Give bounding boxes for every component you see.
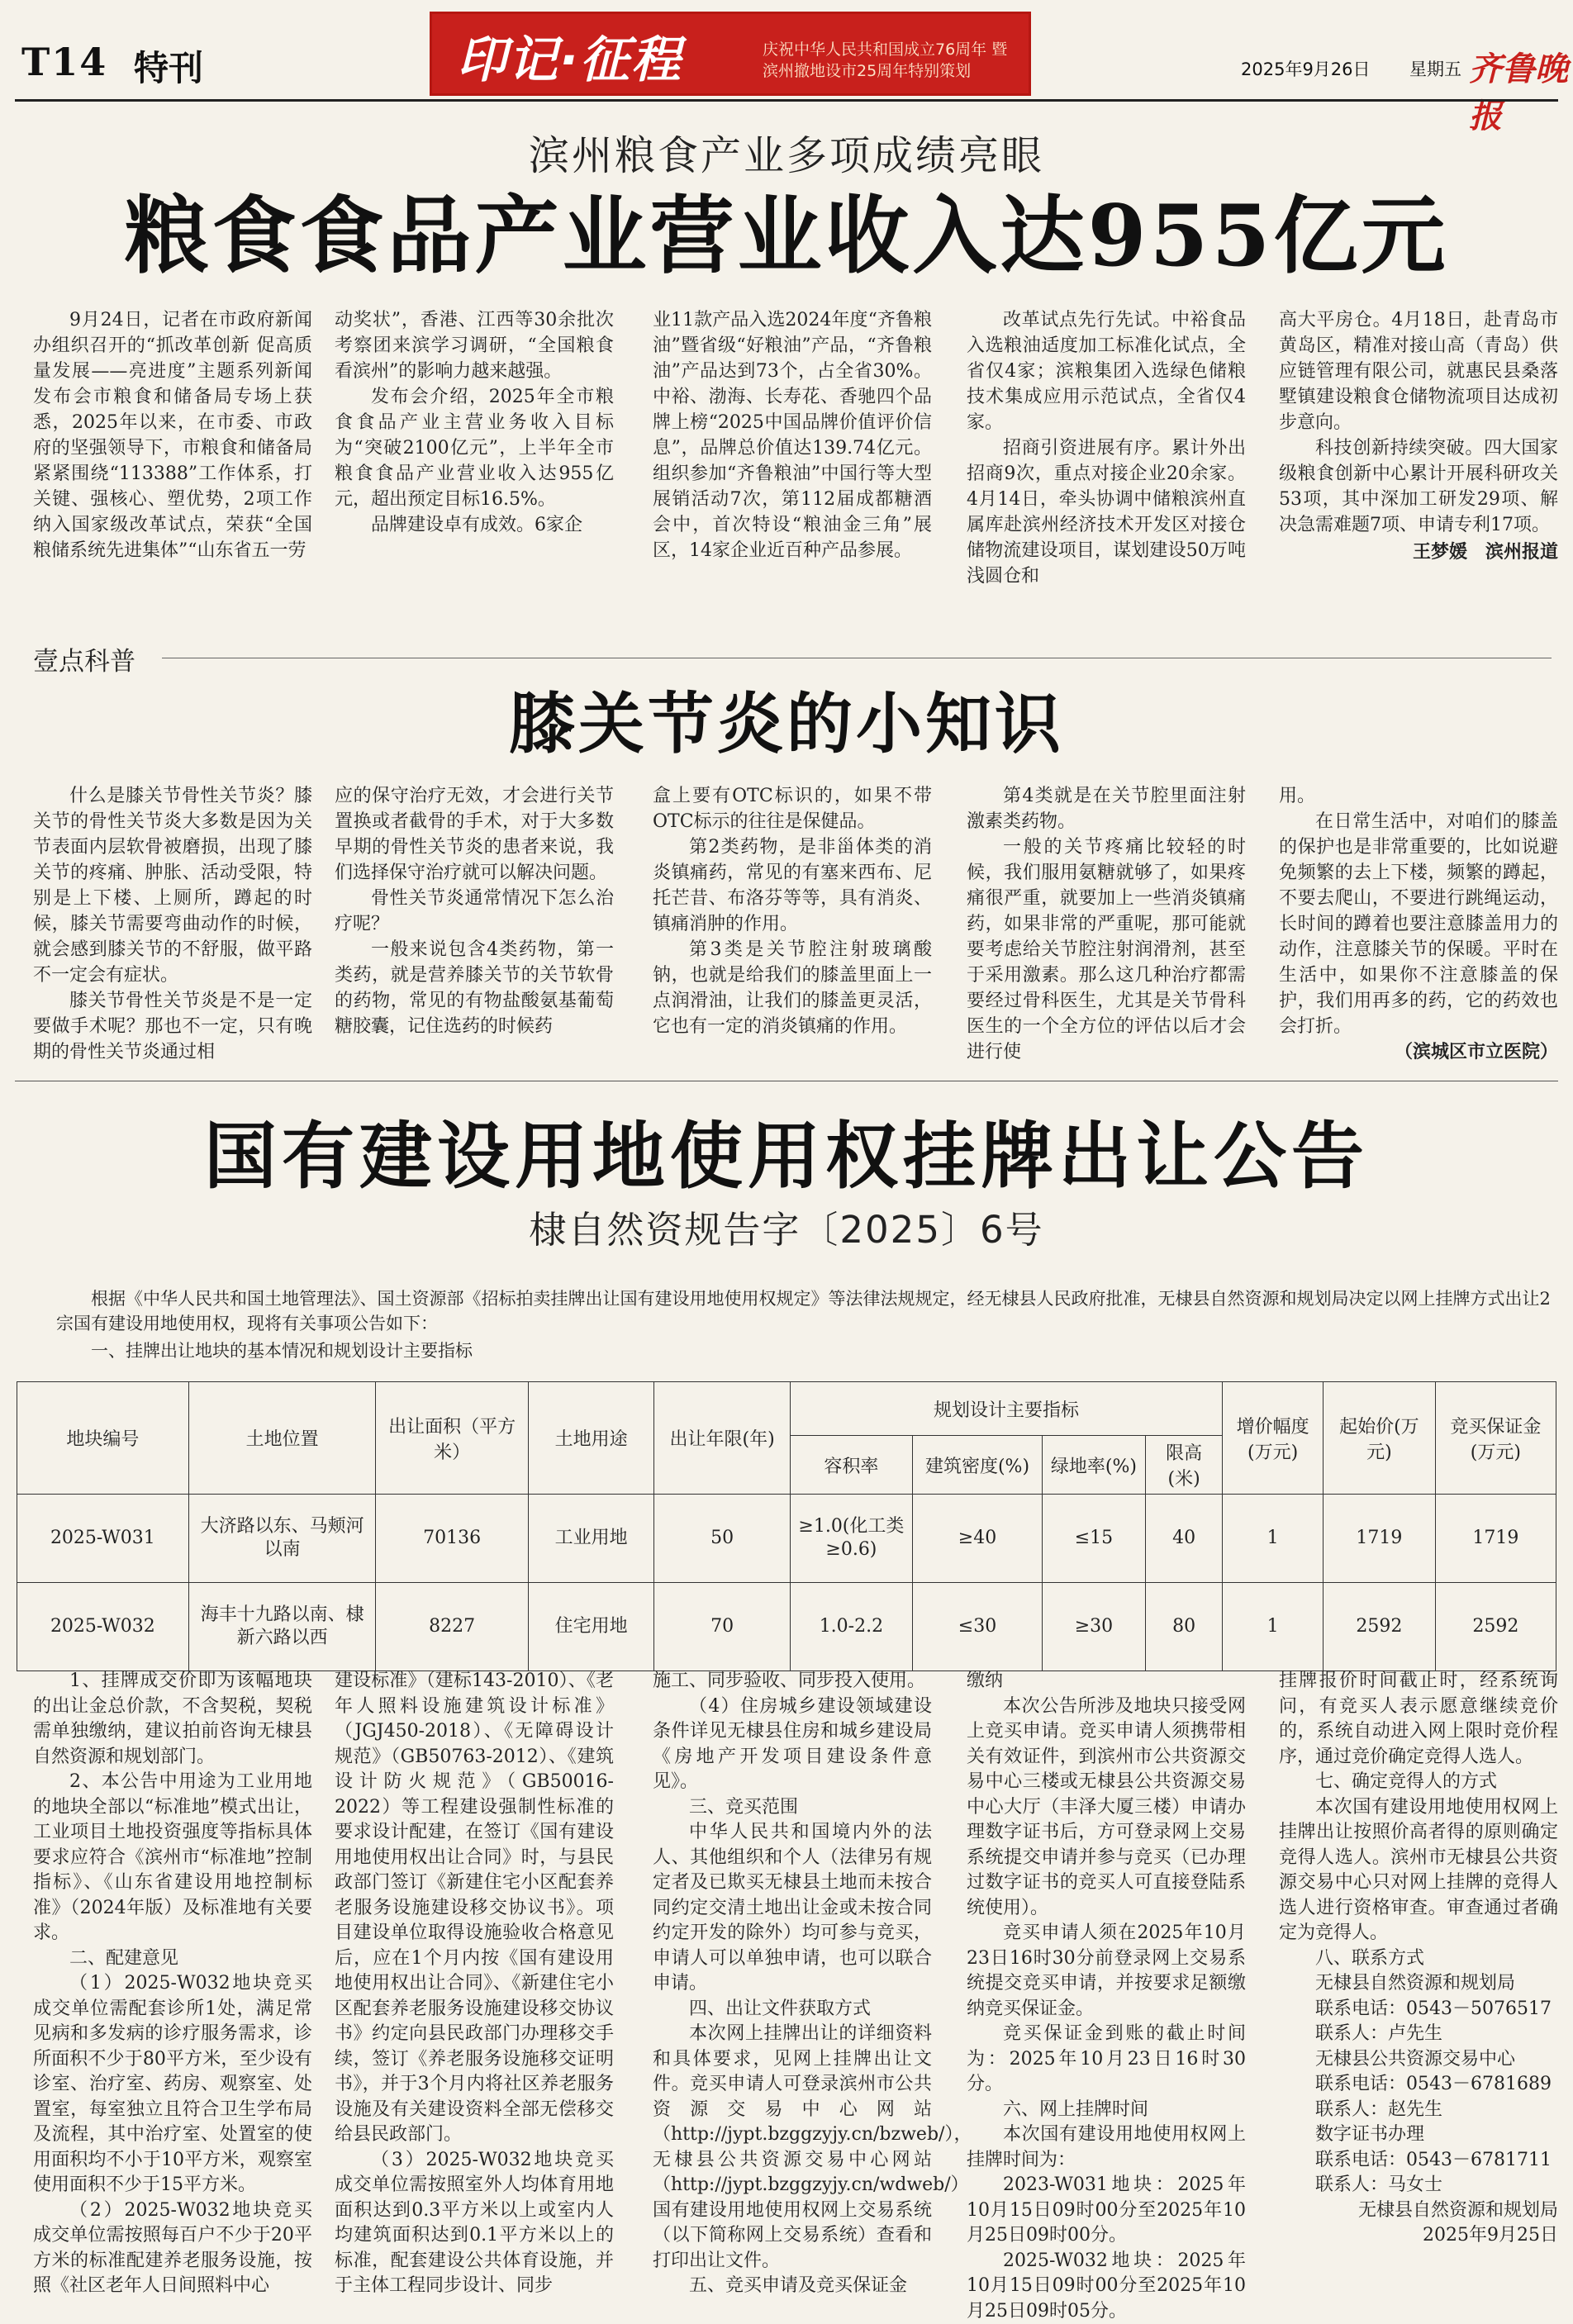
article1-column bbox=[1279, 307, 1558, 588]
paragraph: 改革试点先行先试。中裕食品入选粮油适度加工标准化试点，全省仅4家；滨粮集团入选绿色储粮技术集成应用示范试点，全省仅4家。 bbox=[967, 307, 1246, 435]
paragraph: 联系电话：0543－6781711 bbox=[1279, 2148, 1558, 2174]
notice-headline: 国有建设用地使用权挂牌出让公告 bbox=[0, 1099, 1573, 1203]
notice-date: 2025年9月25日 bbox=[1279, 2223, 1558, 2249]
paragraph: 联系人：马女士 bbox=[1279, 2173, 1558, 2198]
cell-parcel-no: 2025-W031 bbox=[17, 1495, 189, 1583]
cell-far: ≥1.0(化工类≥0.6) bbox=[790, 1495, 912, 1583]
cell-far: 1.0-2.2 bbox=[790, 1583, 912, 1671]
paragraph: 联系人：赵先生 bbox=[1279, 2098, 1558, 2123]
header-area: 出让面积（平方米） bbox=[376, 1382, 528, 1495]
cell-start-price: 1719 bbox=[1324, 1495, 1436, 1583]
paragraph: （3）2025-W032地块竞买成交单位需按照室外人均体育用地面积达到0.3平方米以上或室内人均建筑面积达到0.1平方米以上的标准，配套建设公共体育设施，并于主体工程同步设计、同步 bbox=[335, 2148, 614, 2299]
header-location: 土地位置 bbox=[188, 1382, 376, 1495]
header-increment: 增价幅度(万元) bbox=[1223, 1382, 1324, 1495]
paragraph: 动奖状”，香港、江西等30余批次考察团来滨学习调研，“全国粮食看滨州”的影响力越来越强。 bbox=[335, 307, 614, 384]
paragraph: 竞买申请人须在2025年10月23日16时30分前登录网上交易系统提交竞买申请，并按要求足额缴纳竞买保证金。 bbox=[967, 1921, 1246, 2022]
issue-weekday: 星期五 bbox=[1409, 56, 1461, 81]
table-row bbox=[17, 1495, 1556, 1583]
cell-increment: 1 bbox=[1223, 1495, 1324, 1583]
article1-column bbox=[335, 307, 614, 588]
header-green: 绿地率(%) bbox=[1042, 1436, 1145, 1495]
header-parcel-no: 地块编号 bbox=[17, 1382, 189, 1495]
header-use: 土地用途 bbox=[528, 1382, 654, 1495]
header-start-price: 起始价(万元) bbox=[1324, 1382, 1436, 1495]
issue-date: 2025年9月26日 bbox=[1241, 56, 1371, 81]
notice-issuer: 无棣县自然资源和规划局 bbox=[1279, 2198, 1558, 2224]
header-density: 建筑密度(%) bbox=[913, 1436, 1043, 1495]
parcel-table bbox=[17, 1381, 1556, 1671]
paragraph: 建设标准》（建标143-2010）、《老年人照料设施建筑设计标准》（JGJ450-2018）、《无障碍设计规范》（GB50763-2012）、《建筑设计防火规范》（GB50016-2022）等工程建设强制性标准的要求设计配建，在签订《国有建设用地使用权出让合同》时，与县民政部门签订《新建住宅小区配套养老服务设施建设移交协议书》。项目建设单位取得设施验收合格意见后，应在1个月内按《国有建设用地使用权出让合同》、《新建住宅小区配套养老服务设施建设移交协议书》约定向县民政部门办理移交手续，签订《养老服务设施移交证明书》，并于3个月内将社区养老服务设施及有关建设资料全部无偿移交给县民政部门。 bbox=[335, 1669, 614, 2148]
paragraph: 第4类就是在关节腔里面注射激素类药物。 bbox=[967, 783, 1246, 834]
paragraph: 应的保守治疗无效，才会进行关节置换或者截骨的手术，对于大多数早期的骨性关节炎的患者来说，我们选择保守治疗就可以解决问题。 bbox=[335, 783, 614, 886]
paragraph: 无棣县自然资源和规划局 bbox=[1279, 1971, 1558, 1997]
paragraph: （4）住房城乡建设领域建设条件详见无棣县住房和城乡建设局《房地产开发项目建设条件意见》。 bbox=[653, 1694, 932, 1795]
paragraph: 发布会介绍，2025年全市粮食食品产业主营业务收入目标为“突破2100亿元”，上半年全市粮食食品产业营业收入达955亿元，超出预定目标16.5%。 bbox=[335, 384, 614, 512]
article1-column bbox=[653, 307, 932, 588]
cell-use: 工业用地 bbox=[528, 1495, 654, 1583]
cell-green: ≤15 bbox=[1042, 1495, 1145, 1583]
paragraph: 六、网上挂牌时间 bbox=[967, 2098, 1246, 2123]
cell-density: ≥40 bbox=[913, 1495, 1043, 1583]
paragraph: 挂牌报价时间截止时，经系统询问，有竞买人表示愿意继续竞价的，系统自动进入网上限时竞价程序，通过竞价确定竞得人选人。 bbox=[1279, 1669, 1558, 1770]
cell-term: 50 bbox=[654, 1495, 790, 1583]
header-deposit: 竞买保证金(万元) bbox=[1435, 1382, 1556, 1495]
paragraph: 盒上要有OTC标识的，如果不带OTC标示的往往是保健品。 bbox=[653, 783, 932, 834]
paragraph: 本次网上挂牌出让的详细资料和具体要求，见网上挂牌出让文件。竞买申请人可登录滨州市公共资源交易中心网站（http://jypt.bzggzyjy.cn/bzweb/），无棣县公共资源交易中心网站（http://jypt.bzggzyjy.cn/wdweb/）国有建设用地使用权网上交易系统（以下简称网上交易系统）查看和打印出让文件。 bbox=[653, 2022, 932, 2274]
notice-document-number: 棣自然资规告字〔2025〕6号 bbox=[0, 1200, 1573, 1253]
paragraph: 第3类是关节腔注射玻璃酸钠，也就是给我们的膝盖里面上一点润滑油，让我们的膝盖更灵活，它也有一定的消炎镇痛的作用。 bbox=[653, 937, 932, 1039]
paragraph: 一般的关节疼痛比较轻的时候，我们服用氨糖就够了，如果疼痛很严重，就要加上一些消炎镇痛药，如果非常的严重呢，那可能就要考虑给关节腔注射润滑剂，甚至于采用激素。那么这几种治疗都需要经过骨科医生，尤其是关节骨科医生的一个全方位的评估以后才会进行使 bbox=[967, 834, 1246, 1065]
paragraph: 联系电话：0543－5076517 bbox=[1279, 1997, 1558, 2022]
header-height: 限高(米) bbox=[1145, 1436, 1222, 1495]
paragraph: （2）2025-W032地块竞买成交单位需按照每百户不少于20平方米的标准配建养老服务设施，按照《社区老年人日间照料中心 bbox=[33, 2198, 312, 2299]
article2-column bbox=[653, 783, 932, 1064]
cell-start-price: 2592 bbox=[1324, 1583, 1436, 1671]
section-name: 特刊 bbox=[134, 41, 203, 91]
paragraph: 联系电话：0543－6781689 bbox=[1279, 2072, 1558, 2098]
banner-subtitle: 庆祝中华人民共和国成立76周年 暨滨州撤地设市25周年特别策划 bbox=[763, 39, 1019, 82]
masthead-rule bbox=[15, 99, 1558, 102]
cell-location: 大济路以东、马颊河以南 bbox=[188, 1495, 376, 1583]
header-far: 容积率 bbox=[790, 1436, 912, 1495]
paragraph: 竞买保证金到账的截止时间为：2025年10月23日16时30分。 bbox=[967, 2022, 1246, 2098]
paragraph: 八、联系方式 bbox=[1279, 1946, 1558, 1972]
cell-increment: 1 bbox=[1223, 1583, 1324, 1671]
paragraph: 七、确定竞得人的方式 bbox=[1279, 1770, 1558, 1795]
paragraph: 膝关节骨性关节炎是不是一定要做手术呢？那也不一定，只有晚期的骨性关节炎通过相 bbox=[33, 988, 312, 1065]
paragraph: 2025-W032地块：2025年10月15日09时00分至2025年10月25日09时05分。 bbox=[967, 2249, 1246, 2324]
paragraph: 什么是膝关节骨性关节炎？膝关节的骨性关节炎大多数是因为关节表面内层软骨被磨损，出现了膝关节的疼痛、肿胀、活动受限，特别是上下楼、上厕所，蹲起的时候，膝关节需要弯曲动作的时候，就会感到膝关节的不舒服，做平路不一定会有症状。 bbox=[33, 783, 312, 988]
paragraph: 用。 bbox=[1279, 783, 1558, 809]
article2-column bbox=[1279, 783, 1558, 1064]
paragraph: 联系人：卢先生 bbox=[1279, 2022, 1558, 2047]
article1-headline: 粮食食品产业营业收入达955亿元 bbox=[0, 169, 1573, 290]
cell-deposit: 1719 bbox=[1435, 1495, 1556, 1583]
cell-density: ≤30 bbox=[913, 1583, 1043, 1671]
notice-column bbox=[1279, 1669, 1558, 2305]
cell-use: 住宅用地 bbox=[528, 1583, 654, 1671]
newspaper-logo: 齐鲁晚报 bbox=[1469, 43, 1573, 137]
notice-column bbox=[335, 1669, 614, 2305]
paragraph: 中华人民共和国境内外的法人、其他组织和个人（法律另有规定者及已欺买无棣县土地而未按合同约定交清土地出让金或未按合同约定开发的除外）均可参与竞买，申请人可以单独申请，也可以联合申请。 bbox=[653, 1820, 932, 1997]
header-term: 出让年限(年) bbox=[654, 1382, 790, 1495]
notice-column bbox=[967, 1669, 1246, 2305]
paragraph: 业11款产品入选2024年度“齐鲁粮油”暨省级“好粮油”产品，“齐鲁粮油”产品达到73个，占全省30%。中裕、渤海、长寿花、香驰四个品牌上榜“2025中国品牌价值评价信息”，品牌总价值达139.74亿元。组织参加“齐鲁粮油”中国行等大型展销活动7次，第112届成都糖酒会中，首次特设“粮油金三角”展区，14家企业近百种产品参展。 bbox=[653, 307, 932, 563]
paragraph: 2、本公告中用途为工业用地的地块全部以“标准地”模式出让，工业项目土地投资强度等指标具体要求应符合《滨州市“标准地”控制指标》、《山东省建设用地控制标准》（2024年版）及标准地有关要求。 bbox=[33, 1770, 312, 1946]
paragraph: 三、竞买范围 bbox=[653, 1795, 932, 1821]
header-planning: 规划设计主要指标 bbox=[790, 1382, 1222, 1436]
article1-column bbox=[967, 307, 1246, 588]
paragraph: 科技创新持续突破。四大国家级粮食创新中心累计开展科研攻关53项，其中深加工研发29项、解决急需难题7项、申请专利17项。 bbox=[1279, 435, 1558, 538]
paragraph: 本次国有建设用地使用权网上挂牌时间为： bbox=[967, 2122, 1246, 2173]
paragraph: 数字证书办理 bbox=[1279, 2122, 1558, 2148]
paragraph: （1）2025-W032地块竞买成交单位需配套诊所1处，满足常见病和多发病的诊疗服务需求，诊所面积不少于80平方米，至少设有诊室、治疗室、药房、观察室、处置室，每室独立且符合卫生学布局及流程，其中治疗室、处置室的使用面积均不小于10平方米，观察室使用面积不少于15平方米。 bbox=[33, 1971, 312, 2198]
table-row bbox=[17, 1583, 1556, 1671]
article2-column bbox=[335, 783, 614, 1064]
article2-column bbox=[967, 783, 1246, 1064]
cell-location: 海丰十九路以南、棣新六路以西 bbox=[188, 1583, 376, 1671]
article1-byline: 王梦媛 滨州报道 bbox=[1279, 539, 1558, 565]
cell-height: 80 bbox=[1145, 1583, 1222, 1671]
page-number: T14 bbox=[21, 40, 107, 84]
notice-intro-subheading: 一、挂牌出让地块的基本情况和规划设计主要指标 bbox=[91, 1338, 473, 1362]
article2-headline: 膝关节炎的小知识 bbox=[0, 671, 1573, 766]
paragraph: 1、挂牌成交价即为该幅地块的出让金总价款，不含契税，契税需单独缴纳，建议拍前咨询无棣县自然资源和规划部门。 bbox=[33, 1669, 312, 1770]
paragraph: 一般来说包含4类药物，第一类药，就是营养膝关节的关节软骨的药物，常见的有物盐酸氨基葡萄糖胶囊，记住选药的时候药 bbox=[335, 937, 614, 1039]
paragraph: 缴纳 bbox=[967, 1669, 1246, 1694]
paragraph: 本次公告所涉及地块只接受网上竞买申请。竞买申请人须携带相关有效证件，到滨州市公共资源交易中心三楼或无棣县公共资源交易中心大厅（丰泽大厦三楼）申请办理数字证书后，方可登录网上交易系统提交申请并参与竞买（已办理过数字证书的竞买人可直接登陆系统使用）。 bbox=[967, 1694, 1246, 1922]
paragraph: 无棣县公共资源交易中心 bbox=[1279, 2047, 1558, 2073]
article2-source: （滨城区市立医院） bbox=[1279, 1039, 1558, 1065]
cell-height: 40 bbox=[1145, 1495, 1222, 1583]
paragraph: 招商引资进展有序。累计外出招商9次，重点对接企业20余家。4月14日，牵头协调中储粮滨州直属库赴滨州经济技术开发区对接仓储物流建设项目，谋划建设50万吨浅圆仓和 bbox=[967, 435, 1246, 589]
paragraph: 骨性关节炎通常情况下怎么治疗呢？ bbox=[335, 886, 614, 937]
paragraph: 9月24日，记者在市政府新闻办组织召开的“抓改革创新 促高质量发展——亮进度”主题系列新闻发布会市粮食和储备局专场上获悉，2025年以来，在市委、市政府的坚强领导下，市粮食和储备局紧紧围绕“113388”工作体系，打关键、强核心、塑优势，2项工作纳入国家级改革试点，荣获“全国粮储系统先进集体”“山东省五一劳 bbox=[33, 307, 312, 563]
banner-title: 印记·征程 bbox=[457, 21, 682, 92]
special-issue-banner bbox=[430, 12, 1031, 96]
column-tag: 壹点科普 bbox=[33, 640, 135, 677]
paragraph: 高大平房仓。4月18日，赴青岛市黄岛区，精准对接山高（青岛）供应链管理有限公司，就惠民县桑落墅镇建设粮食仓储物流项目达成初步意向。 bbox=[1279, 307, 1558, 435]
paragraph: 品牌建设卓有成效。6家企 bbox=[335, 512, 614, 538]
paragraph: 二、配建意见 bbox=[33, 1946, 312, 1972]
notice-intro: 根据《中华人民共和国土地管理法》、国土资源部《招标拍卖挂牌出让国有建设用地使用权规定》等法律法规规定，经无棣县人民政府批准，无棣县自然资源和规划局决定以网上挂牌方式出让2宗国有建设用地使用权，现将有关事项公告如下： bbox=[56, 1286, 1555, 1336]
paragraph: 四、出让文件获取方式 bbox=[653, 1997, 932, 2022]
paragraph: 施工、同步验收、同步投入使用。 bbox=[653, 1669, 932, 1694]
cell-deposit: 2592 bbox=[1435, 1583, 1556, 1671]
paragraph: 2023-W031地块：2025年10月15日09时00分至2025年10月25日09时00分。 bbox=[967, 2173, 1246, 2249]
cell-parcel-no: 2025-W032 bbox=[17, 1583, 189, 1671]
article1-kicker: 滨州粮食产业多项成绩亮眼 bbox=[0, 124, 1573, 182]
cell-area: 70136 bbox=[376, 1495, 528, 1583]
paragraph: 在日常生活中，对咱们的膝盖的保护也是非常重要的，比如说避免频繁的去上下楼，频繁的蹲起，不要去爬山，不要进行跳绳运动，长时间的蹲着也要注意膝盖用力的动作，注意膝关节的保暖。平时在生活中，如果你不注意膝盖的保护，我们用再多的药，它的药效也会打折。 bbox=[1279, 809, 1558, 1039]
paragraph: 第2类药物，是非甾体类的消炎镇痛药，常见的有塞来西布、尼托芒昔、布洛芬等等，具有消炎、镇痛消肿的作用。 bbox=[653, 834, 932, 937]
paragraph: 五、竞买申请及竞买保证金 bbox=[653, 2274, 932, 2299]
cell-area: 8227 bbox=[376, 1583, 528, 1671]
notice-column bbox=[653, 1669, 932, 2305]
article1-column bbox=[33, 307, 312, 588]
cell-green: ≥30 bbox=[1042, 1583, 1145, 1671]
cell-term: 70 bbox=[654, 1583, 790, 1671]
paragraph: 本次国有建设用地使用权网上挂牌出让按照价高者得的原则确定竞得人选人。滨州市无棣县公共资源交易中心只对网上挂牌的竞得人选人进行资格审查。审查通过者确定为竞得人。 bbox=[1279, 1795, 1558, 1946]
article2-column bbox=[33, 783, 312, 1064]
notice-column bbox=[33, 1669, 312, 2305]
